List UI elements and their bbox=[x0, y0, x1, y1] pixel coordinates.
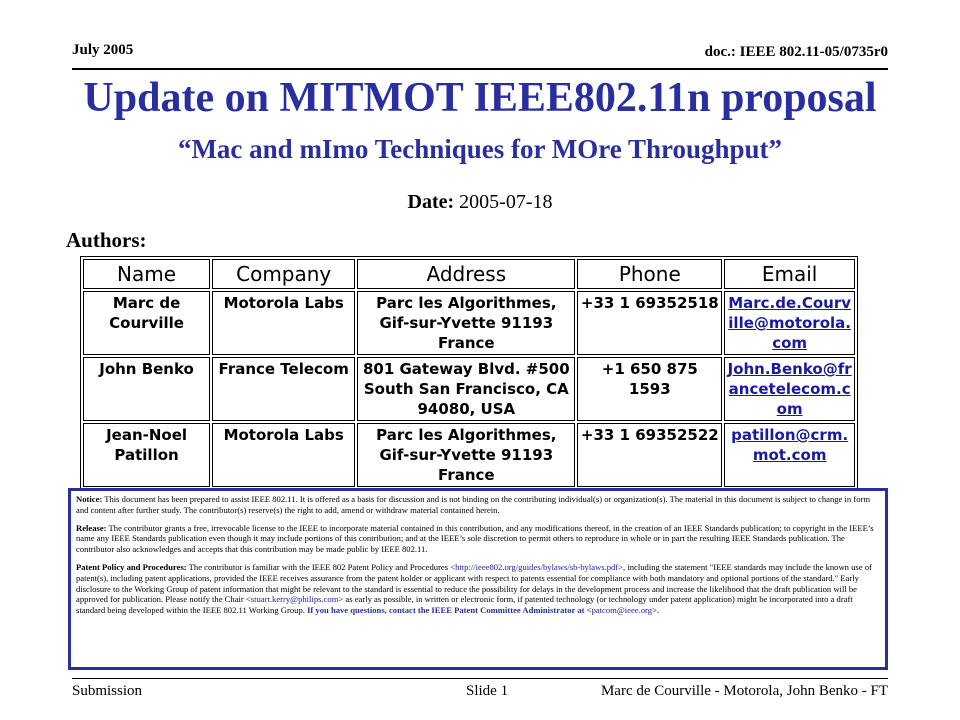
patent-contact-end: >. bbox=[652, 605, 660, 616]
authors-table bbox=[80, 256, 858, 490]
col-header-phone: Phone bbox=[577, 259, 722, 289]
author-company: Motorola Labs bbox=[212, 423, 355, 487]
release-text: The contributor grants a free, irrevocable license to the IEEE to incorporate material contained in this contribution, and any modifications thereof, in the creation of an IEEE Standards publication; to copyright in the IEEE’s name any IEEE Standards publication even though it may include portions of this contribution; and at the IEEE’s sole discretion to permit others to reproduce in whole or in part the resulting IEEE Standards publication. The contributor also acknowledges and accepts that this contribution may be made public by IEEE 802.11. bbox=[76, 522, 874, 555]
author-phone: +1 650 875 1593 bbox=[577, 357, 722, 421]
patent-text: >, including the statement "IEEE standards may include the known use of patent(s), including patent applications, provided the IEEE receives assurance from the patent holder or applicant with respect to patents essential for compliance with both mandatory and optional portions of the standard." Early disclosure to the Working Group of patent information that might be relevant to the standard is essential to reduce the possibility for delays in the development process and increase the likelihood that the draft publication will be approved for publication. Please notify the Chair < bbox=[76, 561, 872, 605]
header-date: July 2005 bbox=[72, 42, 134, 58]
author-address: Parc les Algorithmes, Gif-sur-Yvette 91193 France bbox=[357, 423, 575, 487]
table-row bbox=[83, 291, 855, 355]
header-divider bbox=[72, 68, 888, 70]
date-label: Date: bbox=[407, 191, 455, 213]
table-row bbox=[83, 357, 855, 421]
notice-label: Notice: bbox=[76, 494, 103, 504]
author-email-cell bbox=[724, 291, 855, 355]
patent-paragraph bbox=[76, 562, 880, 616]
author-phone: +33 1 69352518 bbox=[577, 291, 722, 355]
header-doc-id: doc.: IEEE 802.11-05/0735r0 bbox=[704, 44, 888, 60]
notice-box bbox=[68, 488, 888, 670]
chair-email-link[interactable]: stuart.kerry@philips.com bbox=[250, 594, 339, 605]
table-row bbox=[83, 423, 855, 487]
authors-heading: Authors: bbox=[66, 228, 147, 252]
col-header-address: Address bbox=[357, 259, 575, 289]
footer-submission: Submission bbox=[72, 683, 143, 699]
author-email-link[interactable]: patillon@crm.mot.com bbox=[731, 426, 849, 464]
col-header-name: Name bbox=[83, 259, 210, 289]
col-header-email: Email bbox=[724, 259, 855, 289]
notice-text: This document has been prepared to assist IEEE 802.11. It is offered as a basis for discussion and is not binding on the contributing individual(s) or organization(s). The material in this document is subject to change in form and content after further study. The contributor(s) reserve(s) the right to add, amend or withdraw material contained herein. bbox=[76, 494, 871, 515]
author-email-cell bbox=[724, 423, 855, 487]
author-phone: +33 1 69352522 bbox=[577, 423, 722, 487]
footer-authors: Marc de Courville - Motorola, John Benko - FT bbox=[600, 683, 888, 699]
release-paragraph bbox=[76, 523, 880, 555]
patent-contact-text: If you have questions, contact the IEEE Patent Committee Administrator at < bbox=[307, 605, 592, 616]
patent-label: Patent Policy and Procedures: bbox=[76, 561, 187, 572]
author-name: Marc de Courville bbox=[83, 291, 210, 355]
col-header-company: Company bbox=[212, 259, 355, 289]
author-company: Motorola Labs bbox=[212, 291, 355, 355]
table-header-row bbox=[83, 259, 855, 289]
bylaws-link[interactable]: http://ieee802.org/guides/bylaws/sb-bylaws.pdf bbox=[455, 561, 619, 572]
author-company: France Telecom bbox=[212, 357, 355, 421]
date-value: 2005-07-18 bbox=[459, 191, 553, 213]
author-address: 801 Gateway Blvd. #500 South San Francisco, CA 94080, USA bbox=[357, 357, 575, 421]
patcom-email-link[interactable]: patcom@ieee.org bbox=[591, 605, 653, 616]
slide-subtitle: “Mac and mImo Techniques for MOre Throughput” bbox=[177, 134, 783, 164]
author-email-link[interactable]: Marc.de.Courville@motorola.com bbox=[728, 294, 852, 352]
author-email-link[interactable]: John.Benko@francetelecom.com bbox=[727, 360, 852, 418]
patent-text: The contributor is familiar with the IEEE 802 Patent Policy and Procedures < bbox=[188, 561, 456, 572]
author-address: Parc les Algorithmes, Gif-sur-Yvette 91193 France bbox=[357, 291, 575, 355]
author-name: John Benko bbox=[83, 357, 210, 421]
slide-title: Update on MITMOT IEEE802.11n proposal bbox=[83, 75, 877, 121]
author-name: Jean-Noel Patillon bbox=[83, 423, 210, 487]
release-label: Release: bbox=[76, 522, 107, 533]
footer-divider bbox=[72, 678, 888, 679]
author-email-cell bbox=[724, 357, 855, 421]
patent-text: > as early as possible, in written or electronic form, if patented technology (or technology under patent application) might be incorporated into a draft standard being developed within the IEEE 802.11 Working Group. bbox=[76, 594, 853, 616]
date-line bbox=[0, 191, 960, 214]
footer-slide-number: Slide 1 bbox=[466, 683, 509, 699]
notice-paragraph bbox=[76, 494, 880, 516]
